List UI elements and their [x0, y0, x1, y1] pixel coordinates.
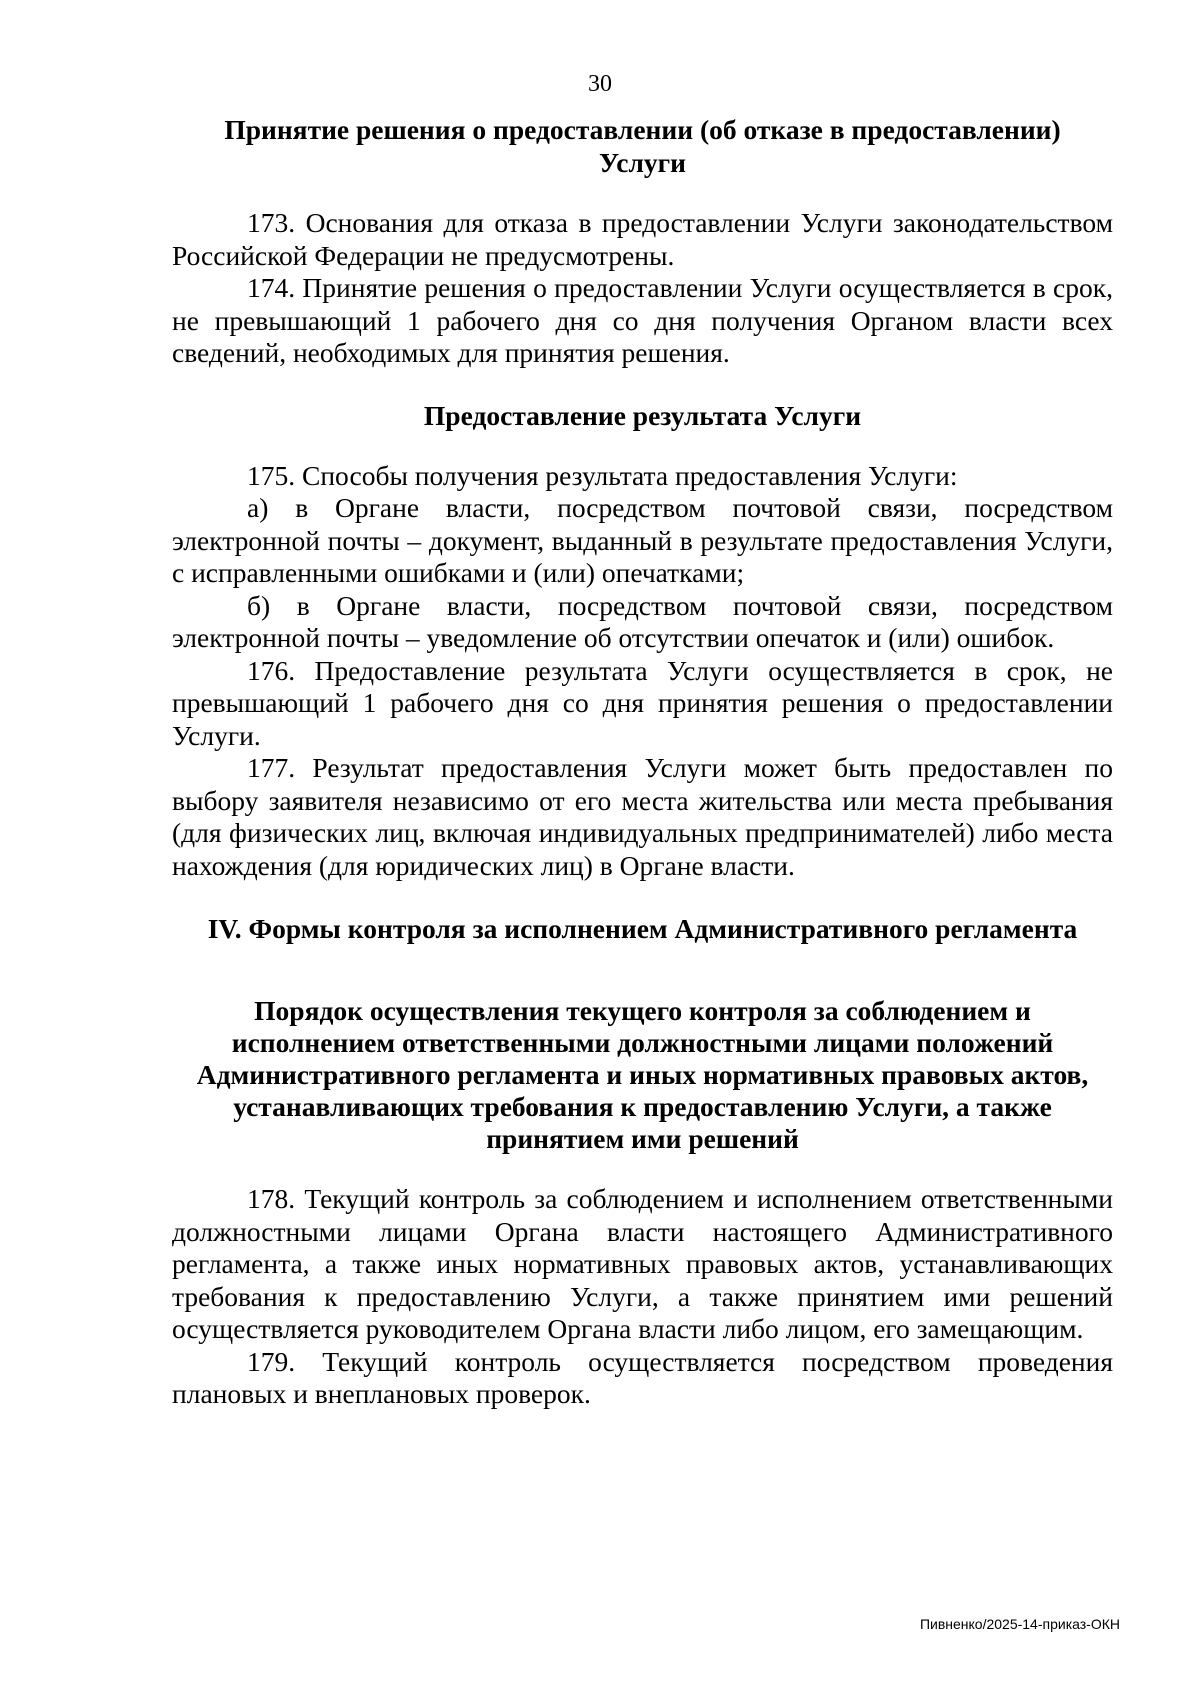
heading-line: принятием ими решений: [486, 1123, 799, 1154]
heading-line: Административного регламента и иных нормативных правовых актов,: [196, 1059, 1089, 1090]
paragraph-178: 178. Текущий контроль за соблюдением и исполнением ответственными должностными лицами Органа власти настоящего Административного регламента, а также иных нормативных правовых актов, устанавливающих требования к предоставлению Услуги, а также принятием ими решений осуществляется руководителем Органа власти либо лицом, его замещающим.: [172, 1183, 1113, 1344]
document-body: [172, 113, 1113, 1411]
section-heading-control: [172, 995, 1113, 1155]
chapter-heading: [172, 912, 1113, 945]
page-number: 30: [588, 71, 612, 97]
heading-line: IV. Формы контроля за исполнением Административного регламента: [207, 913, 1078, 944]
paragraph-175: 175. Способы получения результата предоставления Услуги:: [247, 459, 958, 491]
paragraph-179: 179. Текущий контроль осуществляется посредством проведения плановых и внеплановых проверок.: [172, 1345, 1113, 1409]
heading-line: устанавливающих требования к предоставлению Услуги, а также: [233, 1091, 1052, 1122]
heading-line: Порядок осуществления текущего контроля за соблюдением и: [254, 995, 1031, 1026]
heading-line: исполнением ответственными должностными лицами положений: [231, 1027, 1054, 1058]
heading-line: Услуги: [599, 147, 686, 178]
paragraph-175-a: а) в Органе власти, посредством почтовой связи, посредством электронной почты – документ, выданный в результате предоставления Услуги, с исправленными ошибками и (или) опечатками;: [172, 492, 1113, 588]
paragraph-175-b: б) в Органе власти, посредством почтовой связи, посредством электронной почты – уведомление об отсутствии опечаток и (или) ошибок.: [172, 589, 1113, 653]
heading-line: Предоставление результата Услуги: [423, 399, 862, 431]
section-heading-decision: [172, 113, 1113, 179]
paragraph-174: 174. Принятие решения о предоставлении Услуги осуществляется в срок, не превышающий 1 рабочего дня со дня получения Органом власти всех сведений, необходимых для принятия решения.: [172, 272, 1113, 368]
paragraph-177: 177. Результат предоставления Услуги может быть предоставлен по выбору заявителя независимо от его места жительства или места пребывания (для физических лиц, включая индивидуальных предпринимателей) либо места нахождения (для юридических лиц) в Органе власти.: [172, 752, 1113, 881]
heading-line: Принятие решения о предоставлении (об отказе в предоставлении): [224, 114, 1061, 145]
paragraph-173: 173. Основания для отказа в предоставлении Услуги законодательством Российской Федерации не предусмотрены.: [172, 207, 1113, 271]
paragraph-176: 176. Предоставление результата Услуги осуществляется в срок, не превышающий 1 рабочего дня со дня принятия решения о предоставлении Услуги.: [172, 654, 1113, 751]
document-footer-reference: Пивненко/2025-14-приказ-ОКН: [919, 1616, 1120, 1632]
section-heading-result: [172, 399, 1113, 432]
